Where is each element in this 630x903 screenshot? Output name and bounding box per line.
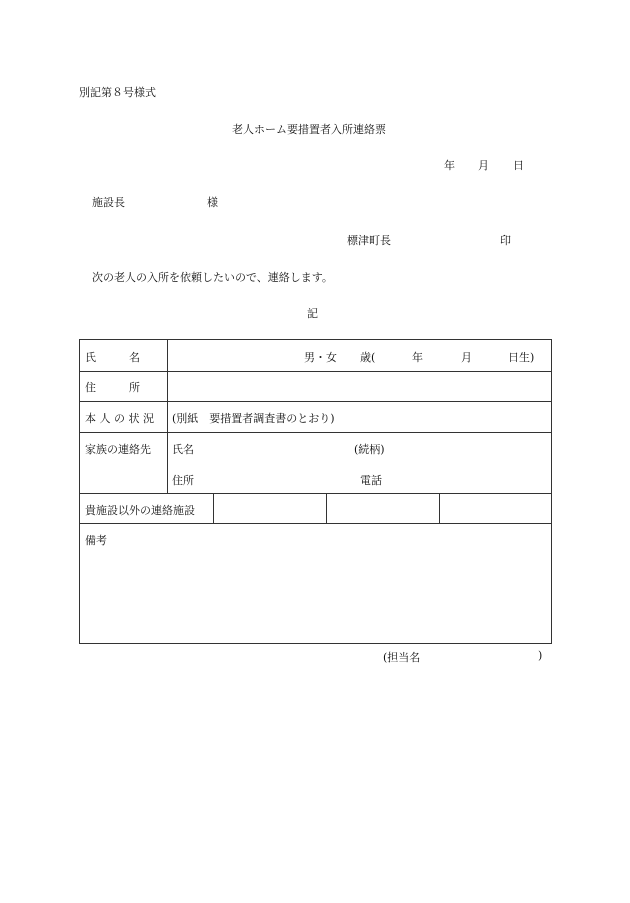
page-title: 老人ホーム要措置者入所連絡票	[232, 123, 386, 136]
date-year: 年	[444, 159, 455, 172]
addressee-honorific: 様	[207, 196, 218, 209]
family-phone-label: 電話	[360, 474, 382, 487]
note-heading: 記	[307, 307, 318, 320]
staff-name-close: )	[538, 649, 543, 662]
sender-label: 標津町長	[347, 234, 391, 247]
row-divider	[80, 523, 551, 524]
name-label: 氏 名	[85, 351, 140, 364]
row-divider	[80, 371, 551, 372]
age-field: 歳(	[360, 351, 376, 364]
gender-field: 男・女	[304, 351, 337, 364]
staff-name-open: (担当名	[383, 651, 421, 664]
status-label: 本 人 の 状 況	[85, 412, 154, 425]
birth-year: 年	[412, 351, 423, 364]
body-text: 次の老人の入所を依頼したいので、連絡します。	[92, 271, 333, 284]
family-address-label: 住所	[172, 474, 194, 487]
col-divider	[326, 493, 327, 523]
address-label: 住 所	[85, 381, 140, 394]
col-divider	[167, 340, 168, 493]
remarks-label: 備考	[85, 534, 107, 547]
addressee-label: 施設長	[92, 196, 125, 209]
family-contact-label: 家族の連絡先	[85, 443, 151, 456]
col-divider	[213, 493, 214, 523]
row-divider	[80, 493, 551, 494]
birth-day: 日生)	[508, 351, 535, 364]
row-divider	[80, 401, 551, 402]
other-facility-label: 貴施設以外の連絡施設	[85, 504, 195, 517]
date-month: 月	[478, 159, 489, 172]
form-id: 別記第８号様式	[79, 86, 156, 99]
birth-month: 月	[461, 351, 472, 364]
family-relation-label: (続柄)	[354, 443, 385, 456]
contact-form-table	[79, 339, 552, 644]
status-value: (別紙 要措置者調査書のとおり)	[172, 412, 335, 425]
date-day: 日	[513, 159, 524, 172]
col-divider	[439, 493, 440, 523]
family-name-label: 氏名	[172, 443, 194, 456]
row-divider	[80, 432, 551, 433]
seal-mark: 印	[500, 234, 511, 247]
